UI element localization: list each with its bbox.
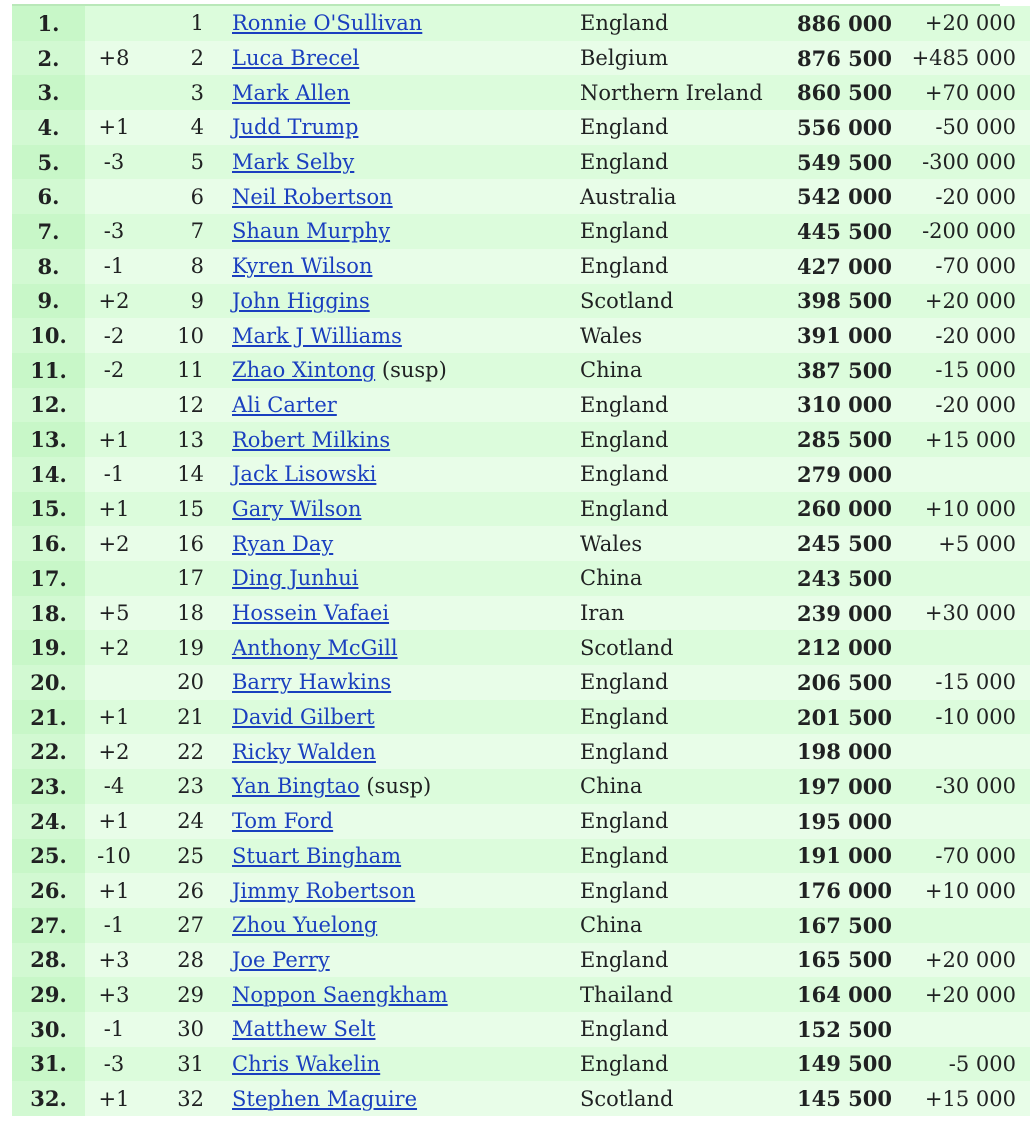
- country-cell: England: [580, 809, 669, 834]
- movement-cell: +2: [98, 288, 130, 313]
- movement-cell: [85, 665, 143, 700]
- seed-cell: 18: [177, 601, 204, 626]
- points-change-cell: +20 000: [924, 947, 1016, 972]
- player-link[interactable]: Ricky Walden: [232, 739, 376, 764]
- points-cell: 243 500: [797, 565, 892, 591]
- points-change-cell: [892, 561, 1030, 596]
- table-row: [12, 457, 1030, 492]
- rank-cell: 16.: [12, 526, 85, 561]
- seed-cell: 24: [177, 809, 204, 834]
- player-note: (susp): [359, 774, 432, 799]
- country-cell: England: [580, 462, 669, 487]
- table-row: [12, 1047, 1030, 1082]
- table-row: [12, 943, 1030, 978]
- player-link[interactable]: Noppon Saengkham: [232, 982, 448, 1007]
- player-link[interactable]: Zhou Yuelong: [232, 913, 378, 938]
- seed-cell: 6: [190, 184, 204, 209]
- points-cell: 152 500: [797, 1016, 892, 1042]
- player-cell: [218, 422, 566, 457]
- rank-cell: 24.: [12, 804, 85, 839]
- country-cell: England: [580, 392, 669, 417]
- table-row: [12, 110, 1030, 145]
- player-cell: [218, 908, 566, 943]
- rank-cell: 29.: [12, 977, 85, 1012]
- points-cell: 445 500: [797, 218, 892, 244]
- player-cell: [218, 769, 566, 804]
- rank-cell: 30.: [12, 1012, 85, 1047]
- table-row: [12, 769, 1030, 804]
- points-change-cell: +20 000: [924, 11, 1016, 36]
- points-cell: 245 500: [797, 531, 892, 557]
- seed-cell: 9: [190, 288, 204, 313]
- player-cell: [218, 700, 566, 735]
- country-cell: Belgium: [580, 46, 669, 71]
- points-cell: 427 000: [797, 253, 892, 279]
- movement-cell: [85, 6, 143, 41]
- points-cell: 201 500: [797, 704, 892, 730]
- country-cell: England: [580, 150, 669, 175]
- player-link[interactable]: Mark Allen: [232, 80, 351, 105]
- rank-cell: 6.: [12, 179, 85, 214]
- player-cell: [218, 526, 566, 561]
- seed-cell: 32: [177, 1086, 204, 1111]
- seed-cell: 13: [177, 427, 204, 452]
- movement-cell: -2: [103, 358, 125, 383]
- movement-cell: +2: [98, 739, 130, 764]
- points-cell: 391 000: [797, 323, 892, 349]
- points-cell: 165 500: [797, 947, 892, 973]
- points-cell: 387 500: [797, 357, 892, 383]
- player-link[interactable]: Luca Brecel: [232, 46, 360, 71]
- player-cell: [218, 6, 566, 41]
- player-link[interactable]: Tom Ford: [232, 809, 334, 834]
- rank-cell: 18.: [12, 596, 85, 631]
- movement-cell: +1: [98, 496, 130, 521]
- seed-cell: 29: [177, 982, 204, 1007]
- player-link[interactable]: David Gilbert: [232, 705, 375, 730]
- country-cell: England: [580, 254, 669, 279]
- country-cell: England: [580, 739, 669, 764]
- player-link[interactable]: Neil Robertson: [232, 184, 393, 209]
- movement-cell: +1: [98, 427, 130, 452]
- country-cell: England: [580, 115, 669, 140]
- rank-cell: 14.: [12, 457, 85, 492]
- points-cell: 191 000: [797, 843, 892, 869]
- movement-cell: +1: [98, 115, 130, 140]
- table-row: [12, 700, 1030, 735]
- points-cell: 206 500: [797, 669, 892, 695]
- player-link[interactable]: Stephen Maguire: [232, 1086, 418, 1111]
- points-cell: 556 000: [797, 114, 892, 140]
- player-cell: [218, 145, 566, 180]
- player-cell: [218, 561, 566, 596]
- country-cell: China: [580, 358, 643, 383]
- points-cell: 167 500: [797, 912, 892, 938]
- points-cell: 176 000: [797, 878, 892, 904]
- table-row: [12, 839, 1030, 874]
- points-change-cell: [892, 630, 1030, 665]
- movement-cell: +8: [98, 46, 130, 71]
- player-cell: [218, 873, 566, 908]
- rank-cell: 26.: [12, 873, 85, 908]
- table-row: [12, 145, 1030, 180]
- table-row: [12, 318, 1030, 353]
- table-row: [12, 804, 1030, 839]
- rank-cell: 28.: [12, 943, 85, 978]
- table-row: [12, 561, 1030, 596]
- country-cell: Iran: [580, 601, 625, 626]
- points-change-cell: [892, 908, 1030, 943]
- points-change-cell: -200 000: [922, 219, 1016, 244]
- player-cell: [218, 75, 566, 110]
- player-link[interactable]: Mark J Williams: [232, 323, 402, 348]
- country-cell: England: [580, 219, 669, 244]
- player-cell: [218, 284, 566, 319]
- rank-cell: 17.: [12, 561, 85, 596]
- player-link[interactable]: Kyren Wilson: [232, 254, 373, 279]
- player-cell: [218, 943, 566, 978]
- points-change-cell: +15 000: [924, 1086, 1016, 1111]
- table-row: [12, 249, 1030, 284]
- points-cell: 860 500: [797, 80, 892, 106]
- seed-cell: 17: [177, 566, 204, 591]
- points-change-cell: [892, 734, 1030, 769]
- points-cell: 195 000: [797, 808, 892, 834]
- table-row: [12, 6, 1030, 41]
- country-cell: Wales: [580, 531, 643, 556]
- points-cell: 145 500: [797, 1086, 892, 1112]
- points-cell: 212 000: [797, 635, 892, 661]
- seed-cell: 8: [190, 254, 204, 279]
- player-link[interactable]: Gary Wilson: [232, 496, 362, 521]
- seed-cell: 22: [177, 739, 204, 764]
- table-row: [12, 873, 1030, 908]
- points-change-cell: +10 000: [924, 496, 1016, 521]
- seed-cell: 31: [177, 1051, 204, 1076]
- table-row: [12, 1081, 1030, 1116]
- rank-cell: 19.: [12, 630, 85, 665]
- rank-cell: 11.: [12, 353, 85, 388]
- points-cell: 198 000: [797, 739, 892, 765]
- points-change-cell: -300 000: [922, 150, 1016, 175]
- table-row: [12, 596, 1030, 631]
- player-cell: [218, 249, 566, 284]
- table-row: [12, 734, 1030, 769]
- player-cell: [218, 977, 566, 1012]
- rankings-table: [12, 6, 1030, 1116]
- rank-cell: 32.: [12, 1081, 85, 1116]
- player-link[interactable]: Ronnie O'Sullivan: [232, 11, 423, 36]
- seed-cell: 28: [177, 947, 204, 972]
- seed-cell: 19: [177, 635, 204, 660]
- player-cell: [218, 630, 566, 665]
- seed-cell: 1: [190, 11, 204, 36]
- player-link[interactable]: Judd Trump: [232, 115, 359, 140]
- seed-cell: 5: [190, 150, 204, 175]
- movement-cell: -2: [103, 323, 125, 348]
- player-cell: [218, 457, 566, 492]
- table-row: [12, 908, 1030, 943]
- rank-cell: 10.: [12, 318, 85, 353]
- seed-cell: 12: [177, 392, 204, 417]
- rankings-table-body: [12, 6, 1030, 1116]
- points-change-cell: -10 000: [935, 705, 1016, 730]
- table-row: [12, 41, 1030, 76]
- points-change-cell: [892, 804, 1030, 839]
- table-row: [12, 284, 1030, 319]
- points-cell: 197 000: [797, 773, 892, 799]
- player-link[interactable]: Matthew Selt: [232, 1017, 376, 1042]
- rank-cell: 8.: [12, 249, 85, 284]
- points-change-cell: +10 000: [924, 878, 1016, 903]
- points-cell: 310 000: [797, 392, 892, 418]
- table-row: [12, 214, 1030, 249]
- seed-cell: 26: [177, 878, 204, 903]
- country-cell: England: [580, 427, 669, 452]
- player-cell: [218, 179, 566, 214]
- points-change-cell: +5 000: [938, 531, 1016, 556]
- country-cell: England: [580, 1051, 669, 1076]
- player-cell: [218, 318, 566, 353]
- movement-cell: +2: [98, 635, 130, 660]
- movement-cell: -3: [103, 219, 125, 244]
- points-cell: 542 000: [797, 184, 892, 210]
- player-cell: [218, 665, 566, 700]
- rank-cell: 9.: [12, 284, 85, 319]
- table-row: [12, 1012, 1030, 1047]
- movement-cell: -1: [103, 913, 125, 938]
- movement-cell: +1: [98, 809, 130, 834]
- table-row: [12, 526, 1030, 561]
- rank-cell: 23.: [12, 769, 85, 804]
- player-link[interactable]: John Higgins: [232, 288, 370, 313]
- country-cell: England: [580, 947, 669, 972]
- table-row: [12, 492, 1030, 527]
- player-cell: [218, 492, 566, 527]
- seed-cell: 21: [177, 705, 204, 730]
- points-change-cell: [892, 457, 1030, 492]
- points-change-cell: +485 000: [911, 46, 1016, 71]
- country-cell: England: [580, 670, 669, 695]
- country-cell: England: [580, 11, 669, 36]
- seed-cell: 23: [177, 774, 204, 799]
- movement-cell: +3: [98, 982, 130, 1007]
- points-cell: 285 500: [797, 427, 892, 453]
- points-change-cell: -15 000: [935, 358, 1016, 383]
- movement-cell: +1: [98, 1086, 130, 1111]
- seed-cell: 16: [177, 531, 204, 556]
- points-cell: 886 000: [797, 10, 892, 36]
- seed-cell: 4: [190, 115, 204, 140]
- player-link[interactable]: Ali Carter: [232, 392, 337, 417]
- country-cell: England: [580, 496, 669, 521]
- seed-cell: 30: [177, 1017, 204, 1042]
- player-link[interactable]: Jack Lisowski: [232, 462, 377, 487]
- rank-cell: 22.: [12, 734, 85, 769]
- player-link[interactable]: Hossein Vafaei: [232, 601, 390, 626]
- player-link[interactable]: Mark Selby: [232, 150, 355, 175]
- points-cell: 164 000: [797, 982, 892, 1008]
- rank-cell: 21.: [12, 700, 85, 735]
- rank-cell: 2.: [12, 41, 85, 76]
- player-note: (susp): [375, 358, 447, 383]
- player-link[interactable]: Anthony McGill: [232, 635, 398, 660]
- seed-cell: 15: [177, 496, 204, 521]
- rank-cell: 7.: [12, 214, 85, 249]
- country-cell: Australia: [580, 184, 677, 209]
- points-change-cell: +20 000: [924, 288, 1016, 313]
- movement-cell: +1: [98, 705, 130, 730]
- table-row: [12, 422, 1030, 457]
- movement-cell: [85, 388, 143, 423]
- player-cell: [218, 41, 566, 76]
- country-cell: England: [580, 843, 669, 868]
- rank-cell: 4.: [12, 110, 85, 145]
- seed-cell: 11: [177, 358, 204, 383]
- player-link[interactable]: Stuart Bingham: [232, 843, 402, 868]
- points-change-cell: -30 000: [935, 774, 1016, 799]
- player-cell: [218, 388, 566, 423]
- player-link[interactable]: Joe Perry: [232, 947, 330, 972]
- table-row: [12, 977, 1030, 1012]
- points-change-cell: -70 000: [935, 843, 1016, 868]
- movement-cell: -1: [103, 1017, 125, 1042]
- table-row: [12, 665, 1030, 700]
- country-cell: Scotland: [580, 1086, 674, 1111]
- seed-cell: 25: [177, 843, 204, 868]
- seed-cell: 14: [177, 462, 204, 487]
- seed-cell: 20: [177, 670, 204, 695]
- player-cell: [218, 353, 566, 388]
- table-row: [12, 388, 1030, 423]
- movement-cell: [85, 75, 143, 110]
- movement-cell: +2: [98, 531, 130, 556]
- seed-cell: 3: [190, 80, 204, 105]
- points-change-cell: +20 000: [924, 982, 1016, 1007]
- rank-cell: 5.: [12, 145, 85, 180]
- points-change-cell: -15 000: [935, 670, 1016, 695]
- country-cell: Scotland: [580, 288, 674, 313]
- movement-cell: -1: [103, 254, 125, 279]
- country-cell: England: [580, 1017, 669, 1042]
- player-cell: [218, 214, 566, 249]
- movement-cell: +3: [98, 947, 130, 972]
- rank-cell: 13.: [12, 422, 85, 457]
- seed-cell: 10: [177, 323, 204, 348]
- country-cell: China: [580, 774, 643, 799]
- movement-cell: +1: [98, 878, 130, 903]
- movement-cell: -3: [103, 150, 125, 175]
- rank-cell: 3.: [12, 75, 85, 110]
- player-link[interactable]: Yan Bingtao: [232, 774, 360, 799]
- movement-cell: -4: [103, 774, 125, 799]
- rank-cell: 25.: [12, 839, 85, 874]
- player-link[interactable]: Chris Wakelin: [232, 1051, 381, 1076]
- player-cell: [218, 804, 566, 839]
- player-link[interactable]: Ding Junhui: [232, 566, 359, 591]
- player-link[interactable]: Jimmy Robertson: [232, 878, 416, 903]
- points-change-cell: +70 000: [924, 80, 1016, 105]
- player-cell: [218, 1081, 566, 1116]
- country-cell: England: [580, 705, 669, 730]
- player-cell: [218, 110, 566, 145]
- rank-cell: 20.: [12, 665, 85, 700]
- seed-cell: 7: [190, 219, 204, 244]
- points-cell: 398 500: [797, 288, 892, 314]
- country-cell: Northern Ireland: [580, 80, 763, 105]
- movement-cell: [85, 179, 143, 214]
- points-change-cell: +30 000: [924, 601, 1016, 626]
- rank-cell: 27.: [12, 908, 85, 943]
- movement-cell: [85, 561, 143, 596]
- movement-cell: -10: [97, 843, 131, 868]
- points-cell: 239 000: [797, 600, 892, 626]
- player-link[interactable]: Shaun Murphy: [232, 219, 391, 244]
- country-cell: China: [580, 566, 643, 591]
- table-row: [12, 353, 1030, 388]
- points-change-cell: +15 000: [924, 427, 1016, 452]
- rank-cell: 1.: [12, 6, 85, 41]
- table-row: [12, 179, 1030, 214]
- player-cell: [218, 734, 566, 769]
- player-link[interactable]: Robert Milkins: [232, 427, 391, 452]
- seed-cell: 27: [177, 913, 204, 938]
- points-change-cell: -20 000: [935, 392, 1016, 417]
- points-cell: 260 000: [797, 496, 892, 522]
- movement-cell: -1: [103, 462, 125, 487]
- country-cell: England: [580, 878, 669, 903]
- points-change-cell: -5 000: [948, 1051, 1016, 1076]
- rank-cell: 12.: [12, 388, 85, 423]
- points-change-cell: -20 000: [935, 323, 1016, 348]
- movement-cell: +5: [98, 601, 130, 626]
- player-cell: [218, 839, 566, 874]
- player-link[interactable]: Barry Hawkins: [232, 670, 392, 695]
- points-cell: 549 500: [797, 149, 892, 175]
- points-change-cell: -70 000: [935, 254, 1016, 279]
- player-link[interactable]: Zhao Xintong: [232, 358, 376, 383]
- country-cell: China: [580, 913, 643, 938]
- points-change-cell: -50 000: [935, 115, 1016, 140]
- points-change-cell: [892, 1012, 1030, 1047]
- points-cell: 876 500: [797, 45, 892, 71]
- points-cell: 279 000: [797, 461, 892, 487]
- table-row: [12, 75, 1030, 110]
- country-cell: Thailand: [580, 982, 673, 1007]
- player-cell: [218, 596, 566, 631]
- points-cell: 149 500: [797, 1051, 892, 1077]
- rank-cell: 31.: [12, 1047, 85, 1082]
- movement-cell: -3: [103, 1051, 125, 1076]
- rank-cell: 15.: [12, 492, 85, 527]
- player-link[interactable]: Ryan Day: [232, 531, 334, 556]
- seed-cell: 2: [190, 46, 204, 71]
- points-change-cell: -20 000: [935, 184, 1016, 209]
- table-row: [12, 630, 1030, 665]
- country-cell: Wales: [580, 323, 643, 348]
- country-cell: Scotland: [580, 635, 674, 660]
- player-cell: [218, 1047, 566, 1082]
- player-cell: [218, 1012, 566, 1047]
